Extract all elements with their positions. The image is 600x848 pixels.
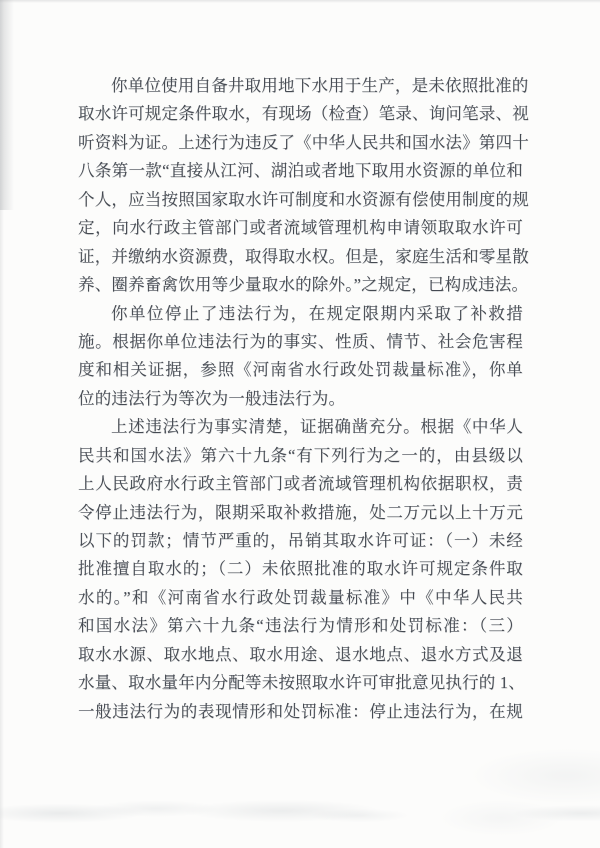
text-line: 以下的罚款；情节严重的，吊销其取水许可证：（一）未经 bbox=[78, 531, 523, 550]
scan-shadow-top bbox=[0, 0, 600, 3]
paragraph bbox=[78, 413, 523, 726]
text-line: 听资料为证。上述行为违反了《中华人民共和国水法》第四十 bbox=[78, 132, 529, 152]
text-line: 施。根据你单位违法行为的事实、性质、情节、社会危害程 bbox=[78, 331, 523, 351]
scan-shadow-left bbox=[0, 0, 14, 210]
text-line: 上述违法行为事实清楚，证据确凿充分。根据《中华人 bbox=[111, 417, 523, 437]
text-line: 令停止违法行为，限期采取补救措施，处二万元以上十万元 bbox=[78, 502, 523, 522]
paragraph bbox=[78, 300, 523, 414]
scan-shadow-left-edge bbox=[0, 0, 4, 848]
text-line: 养、圈养畜禽饮用等少量取水的除外。”之规定，已构成违法。 bbox=[78, 275, 529, 295]
text-line: 你单位使用自备井取用地下水用于生产，是未依照批准的 bbox=[111, 76, 529, 95]
text-line: 度和相关证据，参照《河南省水行政处罚裁量标准》，你单 bbox=[78, 360, 523, 380]
text-line: 和国水法》第六十九条“违法行为情形和处罚标准：（三） bbox=[78, 616, 523, 636]
paragraph bbox=[78, 72, 529, 300]
text-line: 水量、取水量年内分配等未按照取水许可审批意见执行的 1、 bbox=[78, 673, 525, 693]
text-line: 民共和国水法》第六十九条“有下列行为之一的，由县级以 bbox=[78, 445, 523, 465]
scan-bleedthrough-band bbox=[0, 788, 600, 834]
text-line: 取水水源、取水地点、取水用途、退水地点、退水方式及退 bbox=[78, 644, 523, 664]
scan-bleedthrough-corner bbox=[380, 728, 600, 848]
text-line: 你单位停止了违法行为，在规定限期内采取了补救措 bbox=[111, 303, 523, 323]
text-line: 一般违法行为的表现情形和处罚标准：停止违法行为，在规 bbox=[78, 701, 523, 721]
text-line: 定，向水行政主管部门或者流域管理机构申请领取取水许可 bbox=[78, 218, 523, 238]
text-line: 取水许可规定条件取水，有现场（检查）笔录、询问笔录、视 bbox=[78, 104, 529, 124]
text-line: 批准擅自取水的；（二）未依照批准的取水许可规定条件取 bbox=[78, 559, 523, 579]
text-line: 水的。”和《河南省水行政处罚裁量标准》中《中华人民共 bbox=[78, 587, 523, 607]
text-line: 八条第一款“直接从江河、湖泊或者地下取用水资源的单位和 bbox=[78, 161, 523, 181]
text-line: 个人，应当按照国家取水许可制度和水资源有偿使用制度的规 bbox=[78, 189, 529, 209]
text-line: 证，并缴纳水资源费，取得取水权。但是，家庭生活和零星散 bbox=[78, 246, 529, 266]
text-line: 位的违法行为等次为一般违法行为。 bbox=[78, 388, 346, 408]
document-body bbox=[78, 72, 529, 726]
text-line: 上人民政府水行政主管部门或者流域管理机构依据职权，责 bbox=[78, 474, 523, 494]
